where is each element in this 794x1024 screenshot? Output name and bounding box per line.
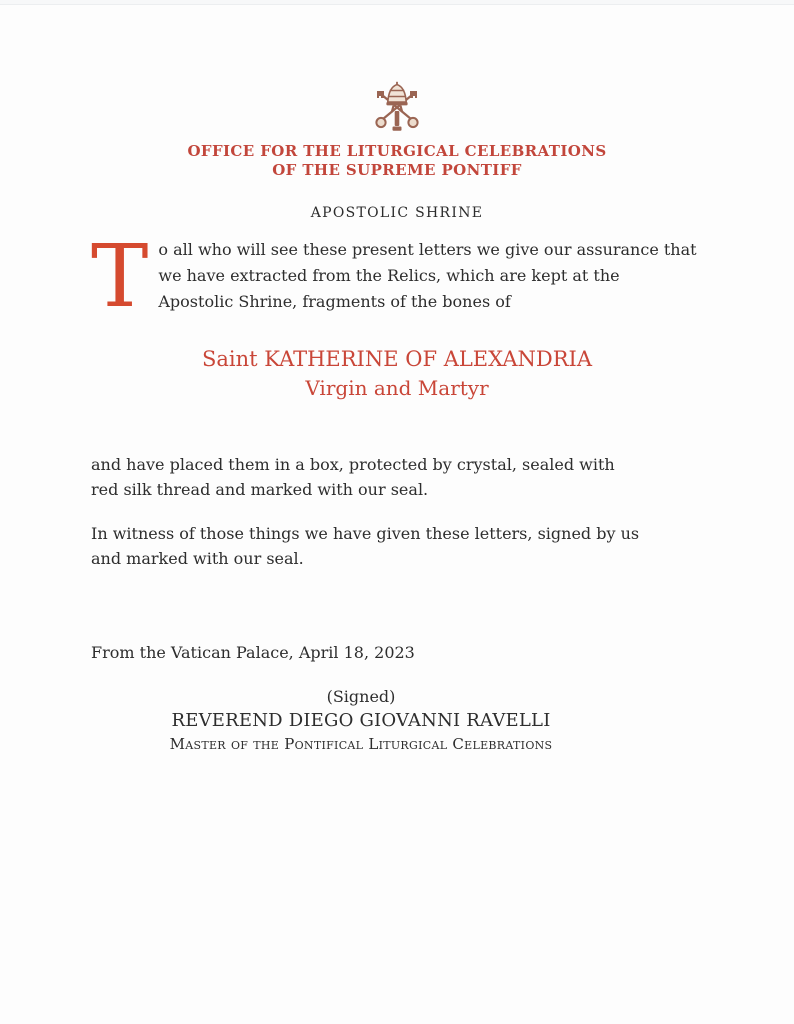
apostolic-shrine-label: APOSTOLIC SHRINE bbox=[310, 205, 484, 221]
assurance-paragraph bbox=[91, 227, 711, 327]
signer-name: REVEREND DIEGO GIOVANNI RAVELLI bbox=[171, 710, 551, 731]
dropcap-letter: T bbox=[91, 227, 149, 327]
assurance-line3: Apostolic Shrine, fragments of the bones of bbox=[158, 292, 511, 311]
witness-paragraph bbox=[91, 521, 711, 571]
office-header bbox=[0, 142, 794, 180]
witness-line1: In witness of those things we have given these letters, signed by us bbox=[91, 524, 640, 543]
office-header-line1: OFFICE FOR THE LITURGICAL CELEBRATIONS bbox=[187, 142, 607, 160]
placement-line1: and have placed them in a box, protected by crystal, sealed with bbox=[91, 455, 615, 474]
signer-title: Master of the Pontifical Liturgical Celebrations bbox=[169, 735, 553, 753]
placement-paragraph bbox=[91, 452, 711, 502]
placement-line2: red silk thread and marked with our seal. bbox=[91, 480, 429, 499]
papal-tiara-crossed-keys-icon bbox=[368, 81, 426, 137]
assurance-line1: o all who will see these present letters we give our assurance that bbox=[158, 240, 697, 259]
saint-heading bbox=[0, 344, 794, 402]
signature-block bbox=[91, 685, 631, 756]
witness-line2: and marked with our seal. bbox=[91, 549, 304, 568]
dateline: From the Vatican Palace, April 18, 2023 bbox=[91, 643, 415, 662]
saint-title: Virgin and Martyr bbox=[305, 376, 489, 400]
top-edge-strip bbox=[0, 0, 794, 5]
assurance-line2: we have extracted from the Relics, which are kept at the bbox=[158, 266, 620, 285]
signed-label: (Signed) bbox=[326, 687, 396, 706]
office-header-line2: OF THE SUPREME PONTIFF bbox=[272, 161, 522, 179]
saint-name: Saint KATHERINE OF ALEXANDRIA bbox=[201, 347, 592, 371]
